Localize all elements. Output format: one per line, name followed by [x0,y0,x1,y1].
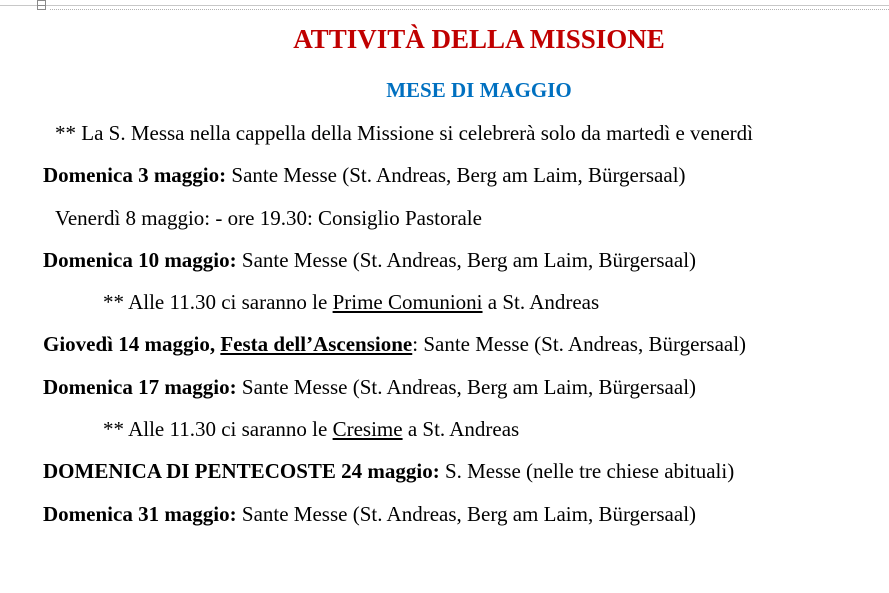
schedule-line [43,458,734,484]
date-label: Domenica 17 maggio: [43,375,237,399]
date-label: Domenica 31 maggio: [43,502,237,526]
date-label: Domenica 3 maggio: [43,163,227,187]
event-text: Sante Messe (St. Andreas, Berg am Laim, Bürgersaal) [236,375,697,399]
event-text: S. Messe (nelle tre chiese abituali) [439,459,735,483]
date-label: Domenica 10 maggio: [43,248,237,272]
schedule-line [55,205,482,231]
notice-text: ** La S. Messa nella cappella della Missione si celebrerà solo da martedì e venerdì [55,121,754,145]
event-text: Venerdì 8 maggio: - ore 19.30: Consiglio Pastorale [55,206,482,230]
indent-marker-handle[interactable] [37,0,46,10]
ruler-dots [50,9,889,10]
event-text: : Sante Messe (St. Andreas, Bürgersaal) [412,332,747,356]
document-title: ATTIVITÀ DELLA MISSIONE [293,24,665,54]
schedule-line [43,374,696,400]
note-text: ** Alle 11.30 ci saranno le [103,417,333,441]
ruler-line [0,5,889,6]
schedule-line [43,162,686,188]
ruler [0,0,889,12]
document-subtitle: MESE DI MAGGIO [386,78,572,102]
date-label: Giovedì 14 maggio, [43,332,221,356]
schedule-line [43,247,696,273]
schedule-line [43,331,746,357]
note-text: a St. Andreas [482,290,600,314]
note-line [103,416,519,442]
underlined-event: Cresime [332,417,403,441]
date-label: DOMENICA DI PENTECOSTE 24 maggio: [43,459,440,483]
notice-line [55,120,753,146]
schedule-line [43,501,696,527]
event-text: Sante Messe (St. Andreas, Berg am Laim, Bürgersaal) [226,163,686,187]
event-text: Sante Messe (St. Andreas, Berg am Laim, Bürgersaal) [236,248,697,272]
note-text: a St. Andreas [402,417,520,441]
feast-name: Festa dell’Ascensione [220,332,413,356]
note-line [103,289,599,315]
underlined-event: Prime Comunioni [332,290,483,314]
event-text: Sante Messe (St. Andreas, Berg am Laim, Bürgersaal) [236,502,697,526]
note-text: ** Alle 11.30 ci saranno le [103,290,333,314]
